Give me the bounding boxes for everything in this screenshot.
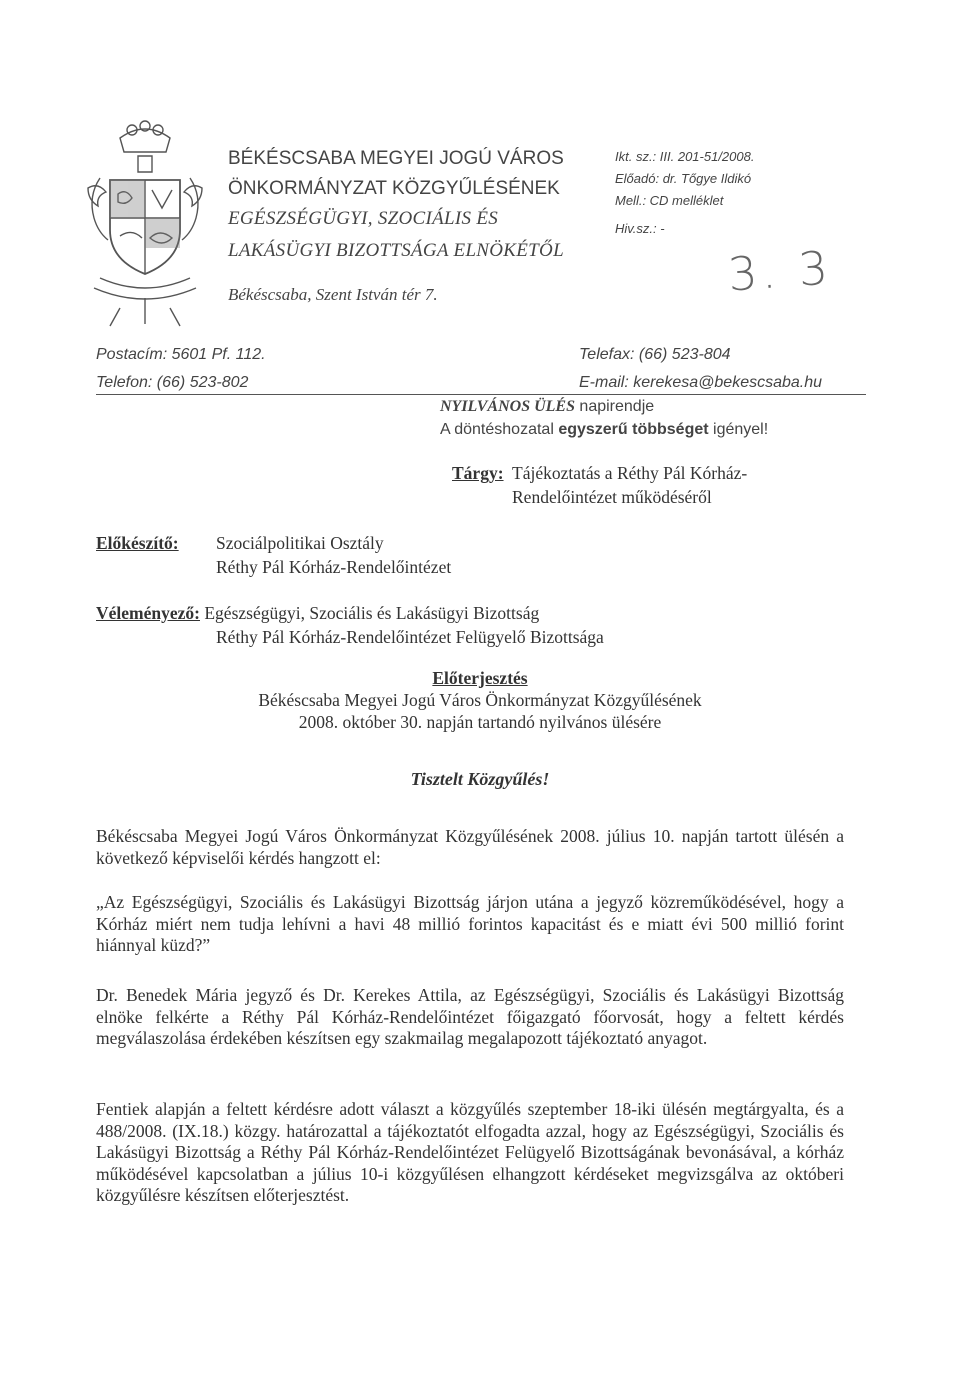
org-name-line3: EGÉSZSÉGÜGYI, SZOCIÁLIS ÉS (228, 208, 499, 229)
phone: Telefon: (66) 523-802 (96, 374, 249, 391)
public-session-label: NYILVÁNOS ÜLÉS (440, 398, 575, 415)
body-paragraph-1-text: Békéscsaba Megyei Jogú Város Önkormányzat Közgyűlésének 2008. július 10. napján tartott ülésén a következő képviselői kérdés hangzott el: (96, 826, 844, 868)
body-paragraph-4 (96, 1099, 844, 1207)
proposal-line2: 2008. október 30. napján tartandó nyilvános ülésére (298, 712, 662, 732)
body-paragraph-2-text: „Az Egészségügyi, Szociális és Lakásügyi Bizottság járjon utána a jegyző közreműködésével, hogy a Kórház miért nem tudja lehívni a havi 48 millió forintos kapacitást és e miatt évi 500 millió forint hiánnyal küzd?” (96, 892, 844, 955)
majority-notice (440, 421, 768, 439)
fax: Telefax: (66) 523-804 (579, 346, 731, 363)
attachment: Mell.: CD melléklet (615, 193, 724, 208)
body-paragraph-3-text: Dr. Benedek Mária jegyző és Dr. Kerekes Attila, az Egészségügyi, Szociális és Lakásügyi Bizottság elnöke felkérte a Réthy Pál Kórház-Rendelőintézet főigazgató főorvosát, hogy a feltett kérdés megválaszolása érdekében készítsen egy szakmailag megalapozott tájékoztató anyagot. (96, 985, 844, 1048)
majority-prefix: A döntéshozatal (440, 421, 559, 438)
postal-address: Postacím: 5601 Pf. 112. (96, 346, 266, 363)
reviewer-label: Véleményező: (96, 603, 200, 623)
org-name-line1: BÉKÉSCSABA MEGYEI JOGÚ VÁROS (228, 148, 564, 169)
proposal-line1: Békéscsaba Megyei Jogú Város Önkormányzat Közgyűlésének (258, 690, 702, 710)
subject-label: Tárgy: (452, 463, 504, 483)
email: E-mail: kerekesa@bekescsaba.hu (579, 374, 823, 391)
header-divider (96, 394, 866, 395)
body-paragraph-4-text: Fentiek alapján a feltett kérdésre adott választ a közgyűlés szeptember 18-iki ülésén megtárgyalta, és a 488/2008. (IX.18.) közgy. határozattal a tájékoztatót elfogadta azzal, hogy az Egészségügyi, Szociális és Lakásügyi Bizottság a Réthy Pál Kórház-Rendelőintézet Felügyelő Bizottságának bevonásával, a kórház működésével kapcsolatban a július 10-i közgyűlésen elhangzott kérdéseket megvizsgálva az októberi közgyűlésre készítsen előterjesztést. (96, 1099, 844, 1205)
org-name-line4: LAKÁSÜGYI BIZOTTSÁGA ELNÖKÉTŐL (228, 240, 564, 261)
subject-line1: Tájékoztatás a Réthy Pál Kórház- (512, 463, 748, 483)
majority-bold: egyszerű többséget (558, 421, 709, 438)
body-paragraph-2 (96, 892, 844, 957)
proposal-block (0, 667, 960, 733)
agenda-word: napirendje (574, 398, 655, 415)
salutation: Tisztelt Közgyűlés! (410, 769, 550, 789)
reference-number: Hiv.sz.: - (615, 221, 665, 236)
reviewer-line2: Réthy Pál Kórház-Rendelőintézet Felügyelő Bizottsága (216, 627, 604, 647)
org-name-line2: ÖNKORMÁNYZAT KÖZGYŰLÉSÉNEK (228, 178, 560, 199)
preparer-line1: Szociálpolitikai Osztály (216, 533, 384, 553)
presenter: Előadó: dr. Tőgye Ildikó (615, 171, 752, 186)
coat-of-arms-emblem (80, 118, 210, 328)
body-paragraph-1 (96, 826, 844, 869)
org-address: Békéscsaba, Szent István tér 7. (228, 285, 438, 304)
body-paragraph-3 (96, 985, 844, 1050)
proposal-title: Előterjesztés (432, 668, 528, 688)
public-session-notice (440, 398, 654, 416)
subject-line2: Rendelőintézet működéséről (512, 487, 712, 507)
majority-suffix: igényel! (708, 421, 769, 438)
reviewer-line1: Egészségügyi, Szociális és Lakásügyi Bizottság (199, 603, 540, 623)
preparer-line2: Réthy Pál Kórház-Rendelőintézet (216, 557, 452, 577)
reviewer-row (96, 603, 539, 624)
preparer-label: Előkészítő: (96, 533, 179, 553)
registry-number: Ikt. sz.: III. 201-51/2008. (615, 149, 755, 164)
handwritten-agenda-number: 3. 3 (726, 240, 834, 302)
